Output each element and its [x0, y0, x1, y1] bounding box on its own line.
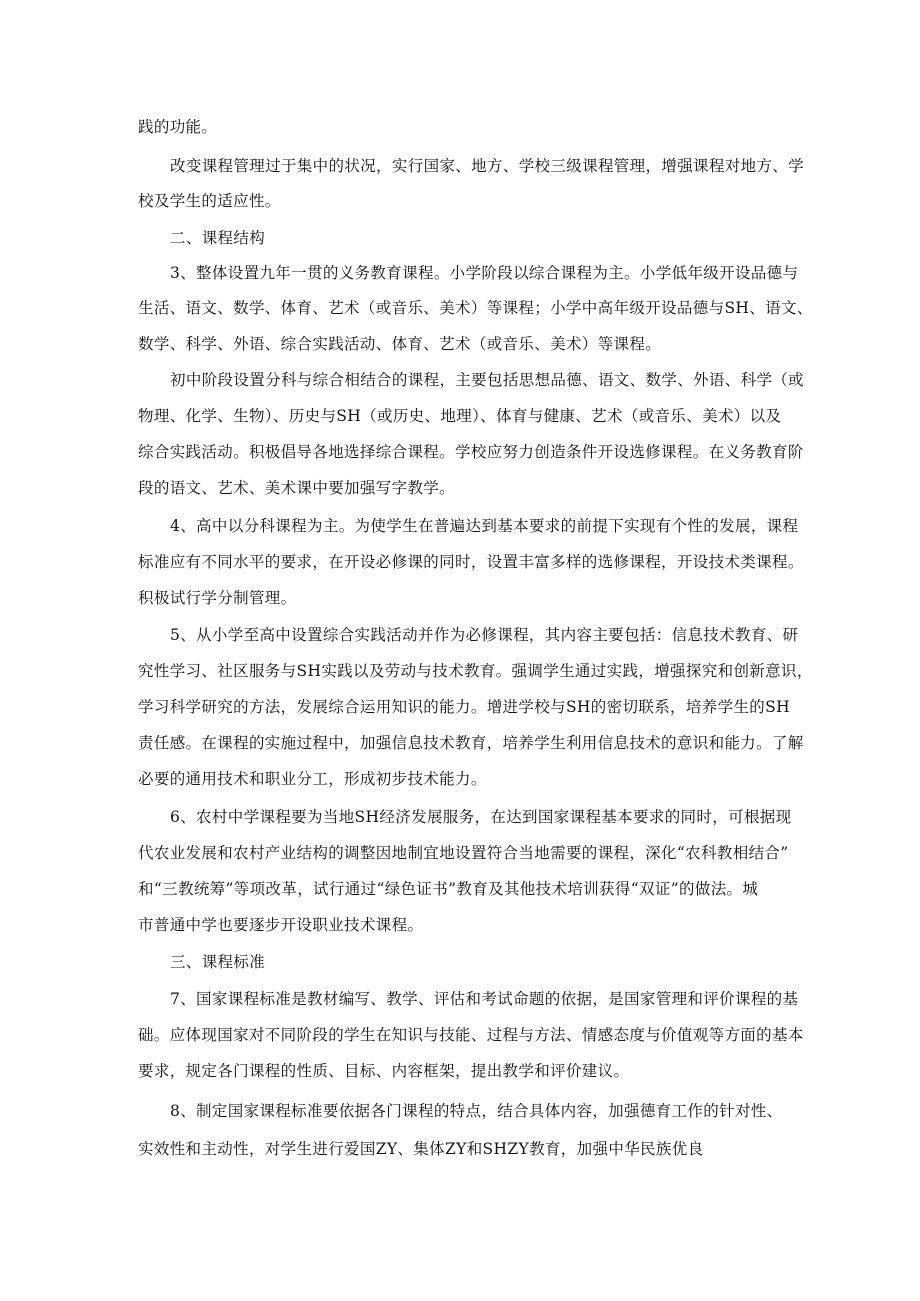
- text-line: 初中阶段设置分科与综合相结合的课程，主要包括思想品德、语文、数学、外语、科学（或: [170, 371, 805, 389]
- text-line: 础。应体现国家对不同阶段的学生在知识与技能、过程与方法、情感态度与价值观等方面的基本: [138, 1026, 804, 1044]
- section-heading: 三、课程标准: [170, 953, 266, 971]
- text-line: 5、从小学至高中设置综合实践活动并作为必修课程，其内容主要包括：信息技术教育、研: [170, 626, 799, 644]
- text-line: 实效性和主动性，对学生进行爱国ZY、集体ZY和SHZY教育，加强中华民族优良: [138, 1140, 704, 1158]
- text-line: 标准应有不同水平的要求，在开设必修课的同时，设置丰富多样的选修课程，开设技术类课程。: [138, 553, 804, 571]
- text-line: 责任感。在课程的实施过程中，加强信息技术教育，培养学生利用信息技术的意识和能力。了解: [138, 734, 804, 752]
- text-line: 物理、化学、生物）、历史与SH（或历史、地理）、体育与健康、艺术（或音乐、美术）以及: [138, 407, 782, 425]
- text-line: 积极试行学分制管理。: [138, 589, 297, 607]
- text-line: 7、国家课程标准是教材编写、教学、评估和考试命题的依据，是国家管理和评价课程的基: [170, 990, 799, 1008]
- text-line: 要求，规定各门课程的性质、目标、内容框架，提出教学和评价建议。: [138, 1062, 630, 1080]
- text-line: 8、制定国家课程标准要依据各门课程的特点，结合具体内容，加强德育工作的针对性、: [170, 1102, 783, 1120]
- section-heading: 二、课程结构: [170, 229, 266, 247]
- text-line: 代农业发展和农村产业结构的调整因地制宜地设置符合当地需要的课程，深化“农科教相结合”: [138, 844, 789, 862]
- text-line: 6、农村中学课程要为当地SH经济发展服务，在达到国家课程基本要求的同时，可根据现: [170, 808, 792, 826]
- text-line: 数学、科学、外语、综合实践活动、体育、艺术（或音乐、美术）等课程。: [138, 335, 662, 353]
- text-line: 综合实践活动。积极倡导各地选择综合课程。学校应努力创造条件开设选修课程。在义务教育阶: [138, 443, 804, 461]
- text-line: 3、整体设置九年一贯的义务教育课程。小学阶段以综合课程为主。小学低年级开设品德与: [170, 264, 799, 282]
- text-line: 必要的通用技术和职业分工，形成初步技术能力。: [138, 770, 487, 788]
- text-line: 改变课程管理过于集中的状况，实行国家、地方、学校三级课程管理，增强课程对地方、学: [170, 157, 805, 175]
- text-line: 践的功能。: [138, 118, 218, 136]
- text-line: 和“三教统筹”等项改革，试行通过“绿色证书”教育及其他技术培训获得“双证”的做法。城: [138, 880, 759, 898]
- text-line: 市普通中学也要逐步开设职业技术课程。: [138, 916, 424, 934]
- text-line: 究性学习、社区服务与SH实践以及劳动与技术教育。强调学生通过实践，增强探究和创新意识，: [138, 662, 813, 680]
- text-line: 段的语文、艺术、美术课中要加强写字教学。: [138, 479, 456, 497]
- text-line: 校及学生的适应性。: [138, 192, 281, 210]
- text-line: 学习科学研究的方法，发展综合运用知识的能力。增进学校与SH的密切联系，培养学生的SH: [138, 698, 790, 716]
- text-line: 生活、语文、数学、体育、艺术（或音乐、美术）等课程；小学中高年级开设品德与SH、语文、: [138, 299, 813, 317]
- text-line: 4、高中以分科课程为主。为使学生在普遍达到基本要求的前提下实现有个性的发展，课程: [170, 517, 799, 535]
